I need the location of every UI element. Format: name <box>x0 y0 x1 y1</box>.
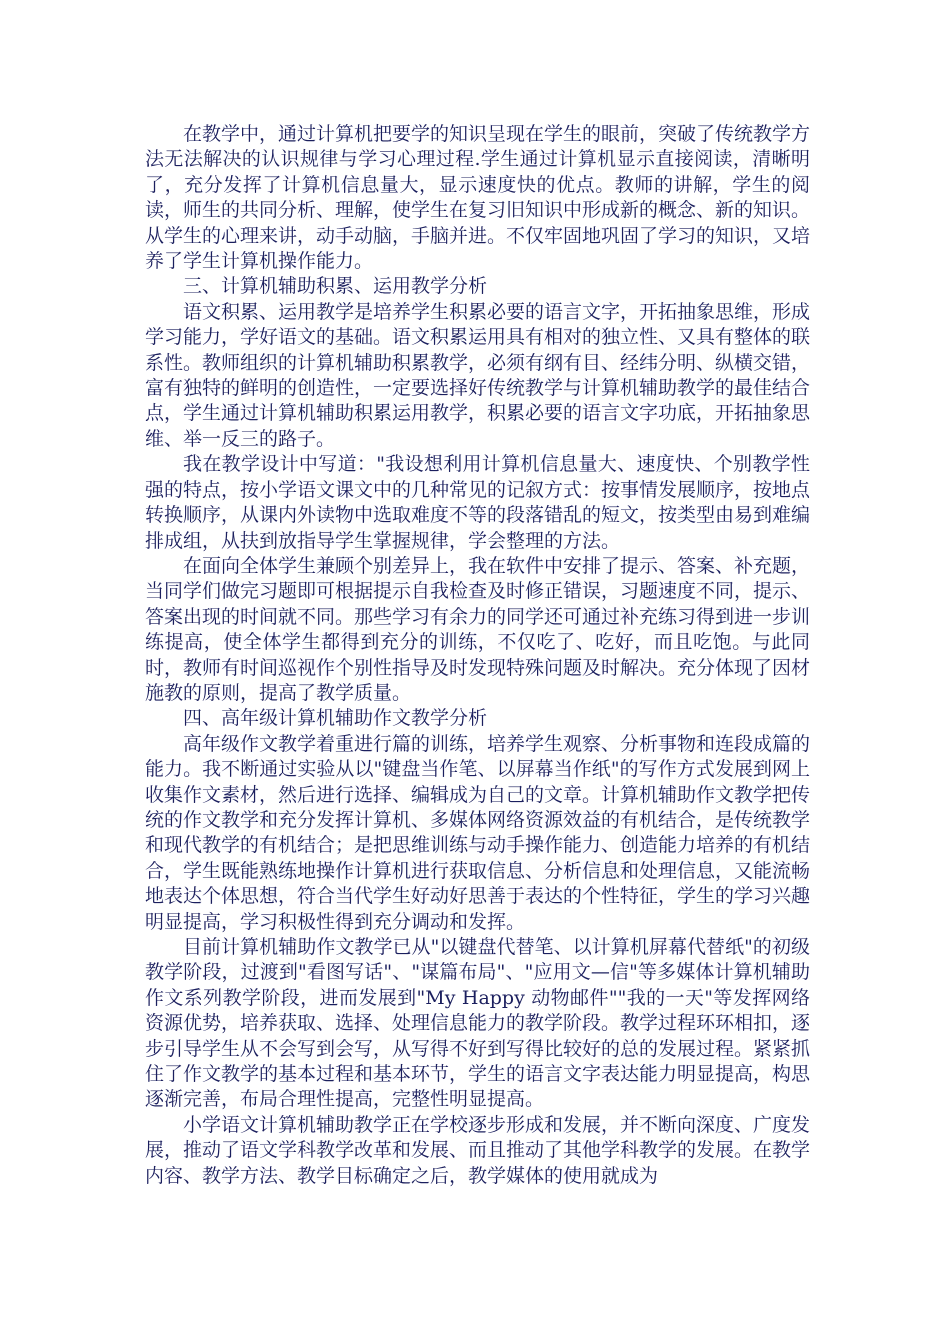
paragraph-current-stage: 目前计算机辅助作文教学已从"以键盘代替笔、以计算机屏幕代替纸"的初级教学阶段，过渡到"看图写话"、"谋篇布局"、"应用文—信"等多媒体计算机辅助作文系列教学阶段，进而发展到"My Happy 动物邮件""我的一天"等发挥网络资源优势，培养获取、选择、处理信息能力的教学阶段。教学过程环环相扣，逐步引导学生从不会写到会写，从写得不好到写得比较好的总的发展过程。紧紧抓住了作文教学的基本过程和基本环节，学生的语言文字表达能力明显提高，构思逐渐完善，布局合理性提高，完整性明显提高。 <box>145 936 811 1111</box>
paragraph-differences: 在面向全体学生兼顾个别差异上，我在软件中安排了提示、答案、补充题，当同学们做完习题即可根据提示自我检查及时修正错误，习题速度不同，提示、答案出现的时间就不同。那些学习有余力的同学还可通过补充练习得到进一步训练提高，使全体学生都得到充分的训练，不仅吃了、吃好，而且吃饱。与此同时，教师有时间巡视作个别性指导及时发现特殊问题及时解决。充分体现了因材施教的原则，提高了教学质量。 <box>145 554 811 704</box>
paragraph-composition: 高年级作文教学着重进行篇的训练，培养学生观察、分析事物和连段成篇的能力。我不断通过实验从以"键盘当作笔、以屏幕当作纸"的写作方式发展到网上收集作文素材，然后进行选择、编辑成为自己的文章。计算机辅助作文教学把传统的作文教学和充分发挥计算机、多媒体网络资源效益的有机结合，是传统教学和现代教学的有机结合；是把思维训练与动手操作能力、创造能力培养的有机结合，学生既能熟练地操作计算机进行获取信息、分析信息和处理信息，又能流畅地表达个体思想，符合当代学生好动好思善于表达的个性特征，学生的学习兴趣明显提高，学习积极性得到充分调动和发挥。 <box>145 732 811 933</box>
section-heading-4: 四、高年级计算机辅助作文教学分析 <box>183 707 488 730</box>
paragraph-accumulation: 语文积累、运用教学是培养学生积累必要的语言文字，开拓抽象思维，形成学习能力，学好语文的基础。语文积累运用具有相对的独立性、又具有整体的联系性。教师组织的计算机辅助积累教学，必须有纲有目、经纬分明、纵横交错，富有独特的鲜明的创造性，一定要选择好传统教学与计算机辅助教学的最佳结合点，学生通过计算机辅助积累运用教学，积累必要的语言文字功底，开拓抽象思维、举一反三的路子。 <box>145 300 811 450</box>
paragraph-intro: 在教学中，通过计算机把要学的知识呈现在学生的眼前，突破了传统教学方法无法解决的认识规律与学习心理过程.学生通过计算机显示直接阅读，清晰明了，充分发挥了计算机信息量大，显示速度快的优点。教师的讲解，学生的阅读，师生的共同分析、理解，使学生在复习旧知识中形成新的概念、新的知识。从学生的心理来讲，动手动脑，手脑并进。不仅牢固地巩固了学习的知识，又培养了学生计算机操作能力。 <box>145 123 811 273</box>
paragraph-design: 我在教学设计中写道："我设想利用计算机信息量大、速度快、个别教学性强的特点，按小学语文课文中的几种常见的记叙方式：按事情发展顺序，按地点转换顺序，从课内外读物中选取难度不等的段落错乱的短文，按类型由易到难编排成组，从扶到放指导学生掌握规律，学会整理的方法。 <box>145 453 811 552</box>
section-heading-3: 三、计算机辅助积累、运用教学分析 <box>183 275 488 298</box>
document-body <box>145 122 810 1189</box>
paragraph-conclusion: 小学语文计算机辅助教学正在学校逐步形成和发展，并不断向深度、广度发展，推动了语文学科教学改革和发展、而且推动了其他学科教学的发展。在教学内容、教学方法、教学目标确定之后，教学媒体的使用就成为 <box>145 1113 811 1187</box>
